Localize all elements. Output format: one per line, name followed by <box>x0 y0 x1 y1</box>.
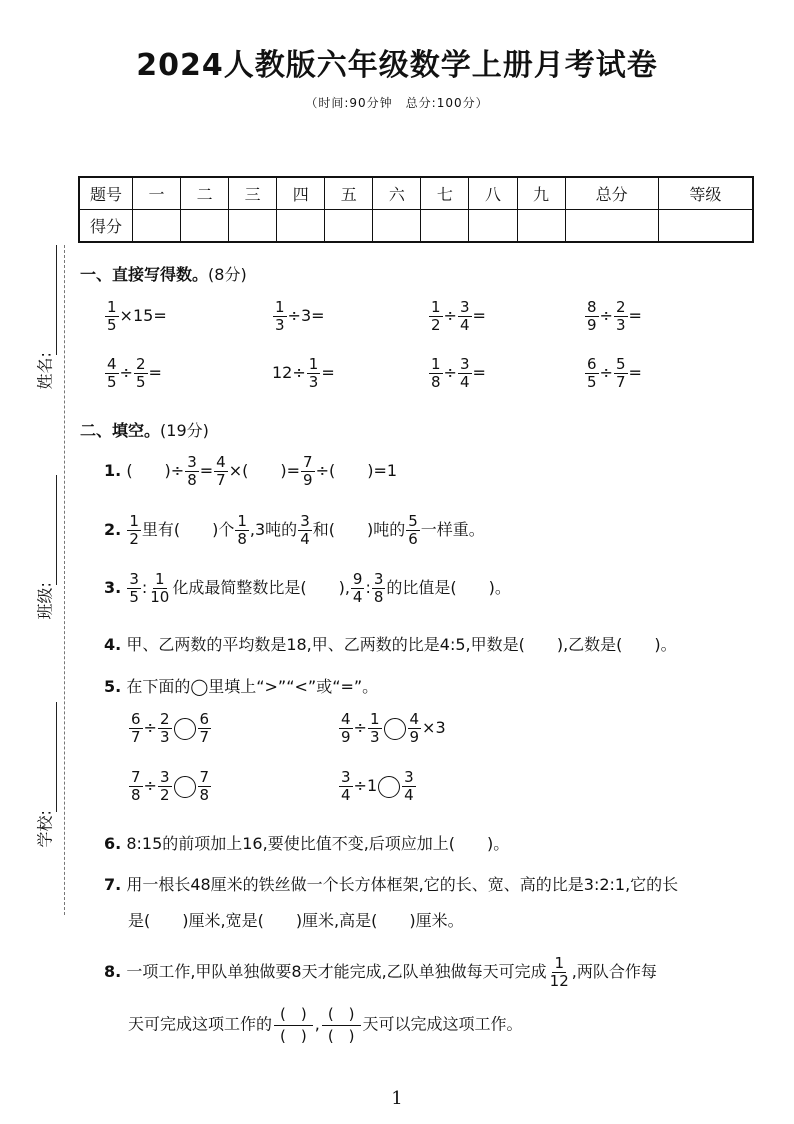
compare-item: $\frac{4}{9}$ ÷ $\frac{1}{3}$ $\frac{4}{9}$ ×3 <box>341 710 446 746</box>
calc-item: 12÷ $\frac{1}{3}$ = <box>272 355 335 391</box>
fraction: $\frac{1}{5}$ <box>107 298 117 334</box>
fraction: $\frac{3}{8}$ <box>187 453 197 489</box>
score-cell[interactable] <box>658 210 753 243</box>
table-cell: 六 <box>373 177 421 210</box>
question-8-line2: 天可完成这项工作的 ( ) ( ) , ( ) ( ) 天可以完成这项工作。 <box>128 1005 523 1045</box>
compare-circle-input[interactable] <box>384 718 406 740</box>
fraction: $\frac{1}{8}$ <box>237 512 247 548</box>
fraction: $\frac{4}{7}$ <box>216 453 226 489</box>
fraction: $\frac{1}{12}$ <box>549 954 569 990</box>
compare-circle-input[interactable] <box>378 776 400 798</box>
calc-item: $\frac{1}{5}$ ×15= <box>107 298 167 334</box>
name-line[interactable] <box>56 245 57 355</box>
table-cell: 九 <box>517 177 565 210</box>
fraction: $\frac{1}{2}$ <box>129 512 139 548</box>
fraction: $\frac{3}{4}$ <box>459 298 470 334</box>
fraction: $\frac{3}{8}$ <box>373 570 384 606</box>
compare-item: $\frac{7}{8}$ ÷ $\frac{3}{2}$ $\frac{7}{8}$ <box>131 768 210 804</box>
fraction: $\frac{1}{3}$ <box>308 355 319 391</box>
fraction: $\frac{4}{9}$ <box>409 710 420 746</box>
calc-item: $\frac{8}{9}$ ÷ $\frac{2}{3}$ = <box>587 298 642 334</box>
score-cell[interactable] <box>421 210 469 243</box>
page-subtitle: （时间:90分钟 总分:100分） <box>305 96 489 110</box>
table-cell: 二 <box>181 177 229 210</box>
score-cell[interactable] <box>469 210 517 243</box>
table-cell: 三 <box>229 177 277 210</box>
section-1-title <box>80 262 247 285</box>
question-5: 5. 在下面的◯里填上“>”“<”或“=”。 <box>104 677 379 696</box>
section-2-title <box>80 418 209 441</box>
fraction: $\frac{7}{8}$ <box>199 768 210 804</box>
page-number: 1 <box>391 1088 403 1109</box>
fraction: $\frac{3}{4}$ <box>300 512 310 548</box>
table-cell: 四 <box>277 177 325 210</box>
school-line[interactable] <box>56 702 57 812</box>
fraction: $\frac{2}{5}$ <box>135 355 146 391</box>
score-table <box>78 176 754 243</box>
calc-item: $\frac{6}{5}$ ÷ $\frac{5}{7}$ = <box>587 355 642 391</box>
fraction: $\frac{4}{9}$ <box>341 710 351 746</box>
fraction: $\frac{7}{9}$ <box>303 453 313 489</box>
question-4: 4. 甲、乙两数的平均数是18,甲、乙两数的比是4:5,甲数是( ),乙数是( )。 <box>104 635 677 654</box>
fraction: $\frac{5}{6}$ <box>408 512 418 548</box>
fraction: $\frac{4}{5}$ <box>107 355 117 391</box>
fraction-blank-input[interactable]: ( ) ( ) <box>274 1006 313 1044</box>
section-points: (19分) <box>160 421 209 440</box>
class-line[interactable] <box>56 475 57 585</box>
calc-item: $\frac{1}{8}$ ÷ $\frac{3}{4}$ = <box>431 355 486 391</box>
compare-circle-input[interactable] <box>174 718 196 740</box>
fraction: $\frac{2}{3}$ <box>615 298 626 334</box>
question-8: 8. 一项工作,甲队单独做要8天才能完成,乙队单独做每天可完成 $\frac{1}{12}$ ,两队合作每 <box>104 954 657 990</box>
binding-dash-line <box>64 245 65 915</box>
compare-item: $\frac{6}{7}$ ÷ $\frac{2}{3}$ $\frac{6}{7}$ <box>131 710 210 746</box>
fraction: $\frac{1}{8}$ <box>431 355 441 391</box>
page-title: 2024人教版六年级数学上册月考试卷 <box>136 48 658 83</box>
fraction: $\frac{6}{5}$ <box>587 355 597 391</box>
fraction: $\frac{1}{3}$ <box>369 710 380 746</box>
section-title-text: 二、填空。 <box>80 421 161 440</box>
table-cell: 等级 <box>658 177 753 210</box>
score-cell[interactable] <box>277 210 325 243</box>
question-7-line2: 是( )厘米,宽是( )厘米,高是( )厘米。 <box>128 911 464 930</box>
table-cell: 七 <box>421 177 469 210</box>
question-6: 6. 8:15的前项加上16,要使比值不变,后项应加上( )。 <box>104 834 510 853</box>
question-1: 1. ( )÷ $\frac{3}{8}$ = $\frac{4}{7}$ ×( )= $\frac{7}{9}$ ÷( )=1 <box>104 453 398 489</box>
fraction: $\frac{6}{7}$ <box>199 710 210 746</box>
fraction: $\frac{7}{8}$ <box>131 768 141 804</box>
calc-item: $\frac{1}{3}$ ÷3= <box>275 298 325 334</box>
score-cell[interactable] <box>517 210 565 243</box>
fraction: $\frac{2}{3}$ <box>159 710 170 746</box>
fraction: $\frac{1}{3}$ <box>275 298 285 334</box>
table-row <box>79 210 753 243</box>
fraction: $\frac{8}{9}$ <box>587 298 597 334</box>
fraction: $\frac{6}{7}$ <box>131 710 141 746</box>
question-3: 3. $\frac{3}{5}$ : $\frac{1}{10}$ 化成最简整数比是( ), $\frac{9}{4}$ : $\frac{3}{8}$ 的比值是( )。 <box>104 570 511 606</box>
section-points: (8分) <box>208 265 247 284</box>
table-cell: 一 <box>133 177 181 210</box>
calc-item: $\frac{1}{2}$ ÷ $\frac{3}{4}$ = <box>431 298 486 334</box>
question-7: 7. 用一根长48厘米的铁丝做一个长方体框架,它的长、宽、高的比是3:2:1,它的长 <box>104 875 679 894</box>
table-row <box>79 177 753 210</box>
fraction: $\frac{9}{4}$ <box>352 570 363 606</box>
compare-circle-input[interactable] <box>174 776 196 798</box>
table-cell: 题号 <box>79 177 133 210</box>
fraction: $\frac{3}{4}$ <box>459 355 470 391</box>
fraction: $\frac{3}{5}$ <box>129 570 139 606</box>
fraction: $\frac{3}{2}$ <box>159 768 170 804</box>
calc-item: $\frac{4}{5}$ ÷ $\frac{2}{5}$ = <box>107 355 162 391</box>
fraction: $\frac{1}{10}$ <box>150 570 170 606</box>
score-cell[interactable] <box>229 210 277 243</box>
table-cell: 八 <box>469 177 517 210</box>
question-2: 2. $\frac{1}{2}$ 里有( )个 $\frac{1}{8}$ ,3吨的 $\frac{3}{4}$ 和( )吨的 $\frac{5}{6}$ 一样重。 <box>104 512 485 548</box>
name-label: 姓名: <box>35 352 55 390</box>
fraction-blank-input[interactable]: ( ) ( ) <box>322 1006 361 1044</box>
class-label: 班级: <box>35 582 55 620</box>
fraction: $\frac{3}{4}$ <box>341 768 351 804</box>
score-cell[interactable] <box>565 210 658 243</box>
section-title-text: 一、直接写得数。 <box>80 265 209 284</box>
table-cell: 五 <box>325 177 373 210</box>
school-label: 学校: <box>35 810 55 848</box>
compare-item: $\frac{3}{4}$ ÷1 $\frac{3}{4}$ <box>341 768 414 804</box>
score-cell[interactable] <box>325 210 373 243</box>
table-cell: 总分 <box>565 177 658 210</box>
score-cell[interactable] <box>181 210 229 243</box>
fraction: $\frac{5}{7}$ <box>615 355 626 391</box>
fraction: $\frac{3}{4}$ <box>404 768 414 804</box>
table-cell: 得分 <box>79 210 133 243</box>
score-cell[interactable] <box>133 210 181 243</box>
score-cell[interactable] <box>373 210 421 243</box>
fraction: $\frac{1}{2}$ <box>431 298 441 334</box>
